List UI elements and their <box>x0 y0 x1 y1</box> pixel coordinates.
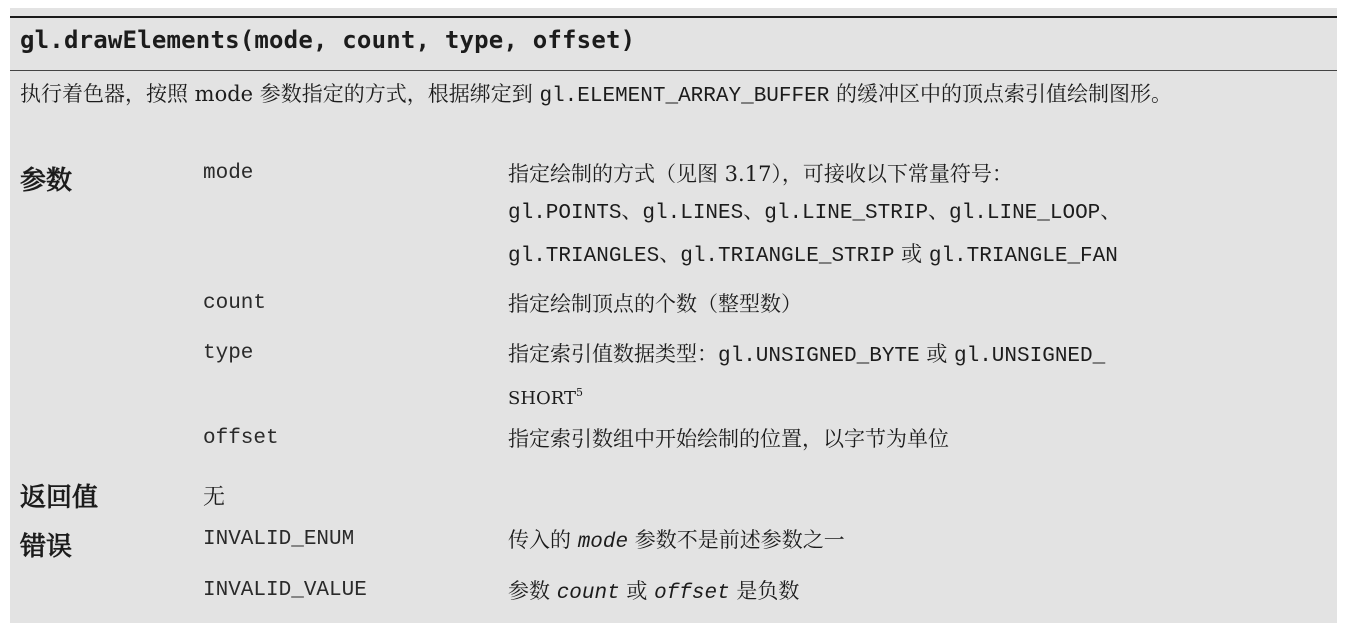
param-count-desc: 指定绘制顶点的个数（整型数） <box>508 292 802 316</box>
param-type-desc <box>508 334 1328 419</box>
param-mode-line3b: gl.TRIANGLE_FAN <box>928 245 1118 268</box>
param-type-label: 指定索引值数据类型： <box>508 342 718 366</box>
error-value-var2: offset <box>654 582 730 605</box>
param-type-v1: gl.UNSIGNED_BYTE <box>718 345 920 368</box>
error-value-pre: 参数 <box>508 579 557 603</box>
param-mode-desc <box>508 154 1328 277</box>
error-enum-var: mode <box>577 531 629 554</box>
params-heading: 参数 <box>20 166 73 196</box>
param-type-line1 <box>508 334 1328 377</box>
description-part1: 执行着色器，按照 mode 参数指定的方式，根据绑定到 <box>20 82 540 106</box>
param-mode-line3a: gl.TRIANGLES、gl.TRIANGLE_STRIP <box>508 245 895 268</box>
error-enum-pre: 传入的 <box>508 528 578 552</box>
function-signature: gl.drawElements(mode, count, type, offset) <box>20 26 636 54</box>
function-description <box>20 76 1325 115</box>
error-value-desc <box>508 571 1328 614</box>
error-value-mid: 或 <box>619 579 655 603</box>
error-value-var1: count <box>556 582 620 605</box>
returns-heading: 返回值 <box>20 483 99 513</box>
errors-heading: 错误 <box>20 532 73 562</box>
header-divider <box>10 70 1337 71</box>
description-part2: 的缓冲区中的顶点索引值绘制图形。 <box>829 82 1172 106</box>
top-rule <box>10 16 1337 18</box>
param-type-v2a: gl.UNSIGNED_ <box>954 345 1106 368</box>
param-count-name: count <box>203 292 267 315</box>
api-reference-box <box>10 8 1337 623</box>
param-type-name: type <box>203 342 254 365</box>
param-type-or: 或 <box>919 342 954 366</box>
error-enum-name: INVALID_ENUM <box>203 528 355 551</box>
param-offset-desc: 指定索引数组中开始绘制的位置，以字节为单位 <box>508 427 949 451</box>
param-type-v2b: SHORT <box>508 388 577 409</box>
param-mode-or: 或 <box>894 242 929 266</box>
param-mode-line1: 指定绘制的方式（见图 3.17），可接收以下常量符号： <box>508 162 1013 186</box>
error-enum-post: 参数不是前述参数之一 <box>628 528 845 552</box>
returns-value: 无 <box>203 485 226 510</box>
error-value-name: INVALID_VALUE <box>203 579 367 602</box>
error-value-post: 是负数 <box>729 579 800 603</box>
description-buffer: gl.ELEMENT_ARRAY_BUFFER <box>539 85 830 108</box>
param-type-line2 <box>508 377 1328 419</box>
param-mode-name: mode <box>203 162 254 185</box>
param-mode-line2: gl.POINTS、gl.LINES、gl.LINE_STRIP、gl.LINE_LOOP、 <box>508 202 1122 225</box>
error-enum-desc <box>508 520 1328 563</box>
footnote-marker: 5 <box>576 386 584 399</box>
param-offset-name: offset <box>203 427 279 450</box>
param-mode-line3 <box>508 234 1328 277</box>
